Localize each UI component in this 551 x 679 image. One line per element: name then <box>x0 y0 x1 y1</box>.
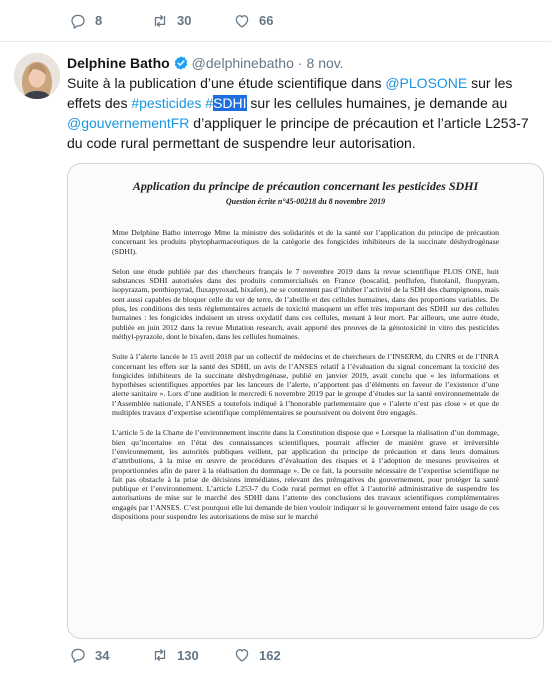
document-paragraph: Selon une étude publiée par des chercheurs français le 7 novembre 2019 dans la revue scientifique PLOS ONE, huit substances SDHI autorisées dans des produits commercialisés en France (boscalid, penflufen, flutolanil, fluopyram, isopyrazam, penthiopyrad, fluxapyroxad, bixafen), ne se contentent pas d’inhiber l’activité de la SDH des champignons, mais sont aussi capables de bloquer celle du ver de terre, de l’abeille et des cellules humaines, dans des proportions variables. De plus, les conditions des tests réglementaires actuels de toxicité masquent un effet très important des SDHI sur des cellules humaines : les fongicides induisent un stress oxydatif dans ces cellules, menant à leur mort. Par ailleurs, une autre étude, publiée en juin 2012 dans la revue Mutation research, avait apporté des preuves de la génotoxicité in vitro des pesticides méthyl-pyrazole, dont le bixafen, dans les cellules humaines. <box>112 266 499 341</box>
like-button[interactable] <box>233 12 315 30</box>
retweet-button[interactable] <box>151 12 233 30</box>
reply-icon <box>69 12 87 30</box>
retweet-icon <box>151 646 169 664</box>
retweet-count: 130 <box>177 647 199 663</box>
verified-badge-icon <box>173 55 189 71</box>
tweet-text-part: sur les effets des <box>67 75 513 111</box>
attached-image[interactable] <box>67 163 544 639</box>
retweet-button[interactable] <box>151 646 233 664</box>
previous-tweet-actions <box>0 0 551 42</box>
hashtag-sdhi-selected[interactable]: SDHI <box>213 95 247 111</box>
document-scan <box>68 164 543 638</box>
reply-count: 34 <box>95 647 110 663</box>
retweet-icon <box>151 12 169 30</box>
tweet-text-part: d’appliquer le principe de précaution et l’article L253-7 du code rural permettant de suspendre leur autorisation. <box>67 115 529 151</box>
like-count: 66 <box>259 13 274 28</box>
document-subtitle: Question écrite n°45-00218 du 8 novembre 2019 <box>225 197 386 206</box>
document-paragraph: Suite à l’alerte lancée le 15 avril 2018 par un collectif de médecins et de chercheurs de l’INSERM, du CNRS et de l’INRA concernant les effets sur la santé des SDHI, un avis de l’ANSES relatif à l’évaluation du signal concernant la toxicité des fongicides inhibiteurs de la succinate déshydrogénase, publié en janvier 2019, avait conclu que « les informations et hypothèses scientifiques apportées par les lanceurs de l’alerte, n’apportent pas d’éléments en faveur de l’existence d’une alerte sanitaire ». Lors d’une audition le mercredi 6 novembre 2019 par le groupe d’études sur la santé environnementale de l’Assemblée nationale, l’ANSES a toutefois indiqué à l’honorable parlementaire que « l’alerte n’est pas close » et que de multiples travaux d’expertise scientifique complémentaires se poursuivent ou doivent être engagés. <box>112 352 499 418</box>
hashtag-pesticides[interactable]: #pesticides <box>131 95 202 111</box>
reply-button[interactable] <box>69 12 151 30</box>
retweet-count: 30 <box>177 13 192 28</box>
tweet-actions <box>0 634 551 676</box>
tweet-text-part: sur les cellules humaines, je demande au <box>246 95 508 111</box>
mention-gouvernementfr[interactable]: @gouvernementFR <box>67 115 190 131</box>
author-name[interactable]: Delphine Batho <box>67 55 170 71</box>
hashtag-sdhi-hash[interactable]: # <box>205 95 214 111</box>
tweet[interactable] <box>0 43 551 639</box>
document-paragraph: L’article 5 de la Charte de l’environnement inscrite dans la Constitution dispose que « Lorsque la réalisation d’un dommage, bien qu’incertaine en l’état des connaissances scientifiques, pourrait affecter de manière grave et irréversible l’environnement, les autorités publiques veillent, par application du principe de précaution et dans leurs domaines d’attributions, à la mise en œuvre de procédures d’évaluation des risques et à l’adoption de mesures provisoires et proportionnées afin de parer à la réalisation du dommage ». De ce fait, la poursuite nécessaire de l’expertise scientifique ne fait pas obstacle à la prise de décisions immédiates, relevant des prérogatives du gouvernement, pour protéger la santé publique et l’environnement. L’article L253-7 du Code rural permet en effet à l’autorité administrative de suspendre les autorisations de mise sur le marché des SDHI dans l’attente des conclusions des travaux scientifiques complémentaires engagés par l’ANSES. C’est pourquoi elle lui demande de bien vouloir indiquer si le gouvernement entend faire usage de ces dispositions pour suspendre les autorisations de mise sur le marché <box>112 428 499 522</box>
separator-dot: · <box>297 55 303 71</box>
reply-button[interactable] <box>69 646 151 664</box>
avatar[interactable] <box>14 53 60 99</box>
like-button[interactable] <box>233 646 315 664</box>
reply-count: 8 <box>95 13 103 28</box>
document-title: Application du principe de précaution concernant les pesticides SDHI <box>132 179 479 193</box>
like-icon <box>233 12 251 30</box>
author-handle[interactable]: @delphinebatho <box>191 55 294 71</box>
tweet-timestamp[interactable]: 8 nov. <box>306 55 344 71</box>
like-count: 162 <box>259 647 281 663</box>
document-paragraph: Mme Delphine Batho interroge Mme la ministre des solidarités et de la santé sur l’application du principe de précaution concernant les produits phytopharmaceutiques de la catégorie des fongicides inhibiteurs de la succinate déshydrogénase (SDHI). <box>112 228 499 256</box>
tweet-text-part: Suite à la publication d’une étude scientifique dans <box>67 75 386 91</box>
tweet-header <box>67 53 541 73</box>
tweet-text <box>67 73 541 153</box>
mention-plosone[interactable]: @PLOSONE <box>385 75 468 91</box>
reply-icon <box>69 646 87 664</box>
like-icon <box>233 646 251 664</box>
